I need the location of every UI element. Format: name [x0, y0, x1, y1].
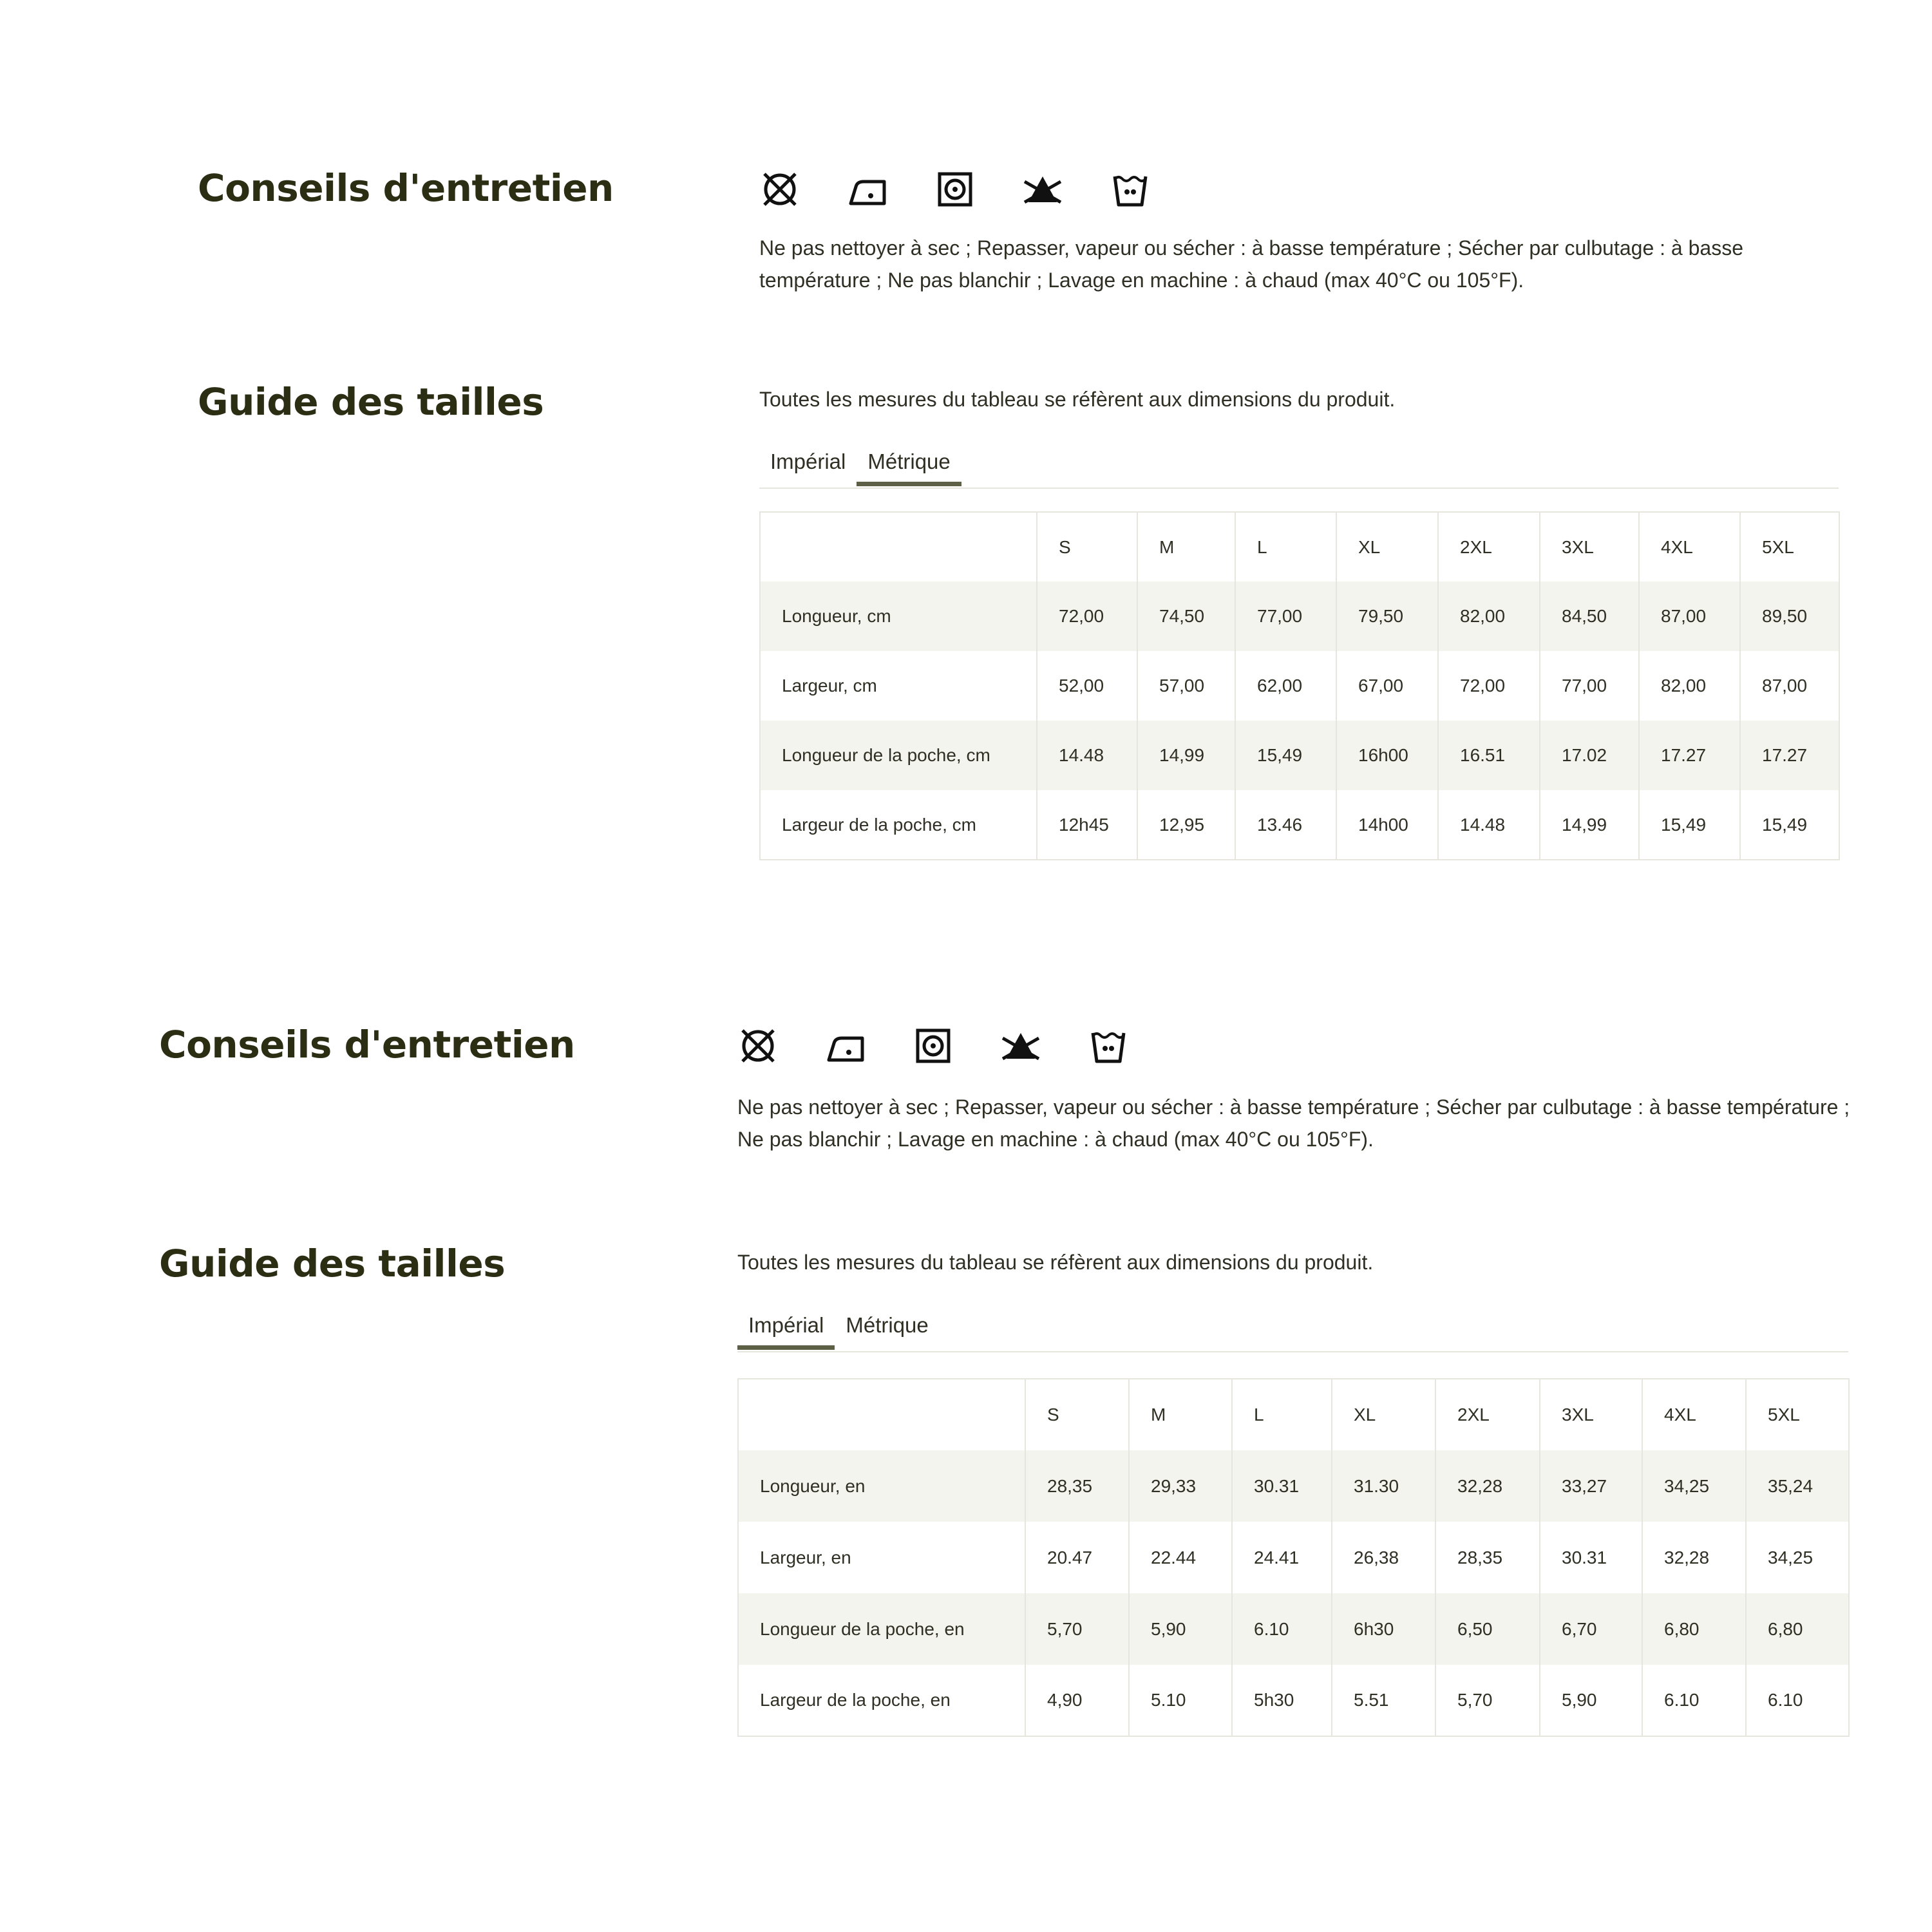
header-cell-m: M [1129, 1379, 1232, 1450]
table-cell: 5.10 [1129, 1665, 1232, 1736]
tumble-dry-low-icon [934, 169, 976, 210]
table-cell: 26,38 [1332, 1522, 1435, 1593]
tab-imperial[interactable]: Impérial [770, 450, 846, 473]
table-cell: 13.46 [1235, 790, 1336, 860]
table-cell: 57,00 [1137, 651, 1235, 721]
table-cell: 87,00 [1740, 651, 1839, 721]
table-cell: 33,27 [1540, 1450, 1642, 1522]
table-row [738, 1665, 1849, 1736]
row-label: Largeur, en [760, 1547, 851, 1567]
header-cell-2xl: 2XL [1435, 1379, 1540, 1450]
table-cell: 12h45 [1037, 790, 1137, 860]
no-dry-clean-icon [737, 1025, 779, 1066]
table-header-row [738, 1379, 1849, 1450]
size-guide-intro: Toutes les mesures du tableau se réfèrent aux dimensions du produit. [759, 388, 1396, 411]
size-guide-intro: Toutes les mesures du tableau se réfèrent aux dimensions du produit. [737, 1251, 1374, 1274]
table-cell: 6,50 [1435, 1593, 1540, 1665]
care-icons [759, 169, 1197, 210]
table-cell: 14h00 [1336, 790, 1438, 860]
table-cell: 28,35 [1435, 1522, 1540, 1593]
row-label: Largeur de la poche, cm [782, 814, 976, 835]
table-cell: 87,00 [1639, 582, 1740, 651]
header-cell-3xl: 3XL [1540, 512, 1639, 582]
tab-imperial[interactable]: Impérial [737, 1310, 835, 1350]
table-cell: 24.41 [1232, 1522, 1332, 1593]
table-cell: 52,00 [1037, 651, 1137, 721]
table-cell: 31.30 [1332, 1450, 1435, 1522]
header-cell-s: S [1037, 512, 1137, 582]
machine-wash-warm-icon [1110, 169, 1151, 210]
table-cell: 6.10 [1232, 1593, 1332, 1665]
table-cell: 30.31 [1540, 1522, 1642, 1593]
header-cell-l: L [1235, 512, 1336, 582]
table-cell: 16.51 [1438, 721, 1540, 790]
table-cell: 14.48 [1438, 790, 1540, 860]
table-cell: 82,00 [1639, 651, 1740, 721]
table-row [760, 790, 1839, 860]
header-cell-4xl: 4XL [1642, 1379, 1746, 1450]
row-label: Largeur de la poche, en [760, 1690, 951, 1710]
table-cell: 72,00 [1438, 651, 1540, 721]
iron-low-icon [847, 169, 888, 210]
table-cell: 5,70 [1025, 1593, 1129, 1665]
table-cell: 6.10 [1746, 1665, 1849, 1736]
care-title: Conseils d'entretien [159, 1023, 575, 1066]
size-guide-title: Guide des tailles [198, 380, 544, 424]
header-cell-2xl: 2XL [1438, 512, 1540, 582]
header-cell-label [738, 1379, 1025, 1450]
table-cell: 5,90 [1129, 1593, 1232, 1665]
table-cell: 67,00 [1336, 651, 1438, 721]
table-cell: 17.27 [1639, 721, 1740, 790]
table-row [738, 1522, 1849, 1593]
header-cell-s: S [1025, 1379, 1129, 1450]
header-cell-l: L [1232, 1379, 1332, 1450]
table-cell: 79,50 [1336, 582, 1438, 651]
table-cell: 74,50 [1137, 582, 1235, 651]
care-title: Conseils d'entretien [198, 166, 614, 210]
size-table [759, 511, 1840, 860]
table-cell: 62,00 [1235, 651, 1336, 721]
header-cell-4xl: 4XL [1639, 512, 1740, 582]
table-cell: 17.27 [1740, 721, 1839, 790]
table-row [760, 651, 1839, 721]
table-row [738, 1593, 1849, 1665]
table-cell: 34,25 [1642, 1450, 1746, 1522]
table-cell: 32,28 [1642, 1522, 1746, 1593]
table-cell: 15,49 [1639, 790, 1740, 860]
table-cell: 6,80 [1642, 1593, 1746, 1665]
table-cell: 89,50 [1740, 582, 1839, 651]
table-cell: 35,24 [1746, 1450, 1849, 1522]
table-cell: 12,95 [1137, 790, 1235, 860]
table-header-row [760, 512, 1839, 582]
header-cell-5xl: 5XL [1740, 512, 1839, 582]
table-cell: 4,90 [1025, 1665, 1129, 1736]
table-cell: 5.51 [1332, 1665, 1435, 1736]
table-cell: 5,90 [1540, 1665, 1642, 1736]
header-cell-xl: XL [1332, 1379, 1435, 1450]
table-cell: 32,28 [1435, 1450, 1540, 1522]
care-icons [737, 1025, 1175, 1066]
table-cell: 30.31 [1232, 1450, 1332, 1522]
machine-wash-warm-icon [1088, 1025, 1129, 1066]
table-cell: 14,99 [1540, 790, 1639, 860]
table-cell: 6.10 [1642, 1665, 1746, 1736]
header-cell-3xl: 3XL [1540, 1379, 1642, 1450]
row-label: Longueur de la poche, en [738, 1593, 1025, 1665]
unit-tabs [759, 446, 1839, 489]
no-bleach-icon [1000, 1025, 1041, 1066]
table-row [738, 1450, 1849, 1522]
table-cell: 6,70 [1540, 1593, 1642, 1665]
header-cell-m: M [1137, 512, 1235, 582]
table-row [760, 582, 1839, 651]
table-cell: 72,00 [1037, 582, 1137, 651]
table-cell: 5h30 [1232, 1665, 1332, 1736]
table-cell: 77,00 [1540, 651, 1639, 721]
table-cell: 29,33 [1129, 1450, 1232, 1522]
table-cell: 20.47 [1025, 1522, 1129, 1593]
table-cell: 6h30 [1332, 1593, 1435, 1665]
table-cell: 5,70 [1435, 1665, 1540, 1736]
no-dry-clean-icon [759, 169, 800, 210]
table-cell: 22.44 [1129, 1522, 1232, 1593]
header-cell-xl: XL [1336, 512, 1438, 582]
table-cell: 14.48 [1037, 721, 1137, 790]
tab-metric[interactable]: Métrique [846, 1313, 929, 1337]
unit-tabs [737, 1310, 1848, 1352]
care-instructions: Ne pas nettoyer à sec ; Repasser, vapeur ou sécher : à basse température ; Sécher par culbutage : à basse température ; Ne pas blanchir ; Lavage en machine : à chaud (max 40°C ou 105°F). [759, 236, 1743, 292]
table-cell: 15,49 [1235, 721, 1336, 790]
header-cell-5xl: 5XL [1746, 1379, 1849, 1450]
table-cell: 28,35 [1025, 1450, 1129, 1522]
table-row [760, 721, 1839, 790]
care-instructions: Ne pas nettoyer à sec ; Repasser, vapeur ou sécher : à basse température ; Sécher par culbutage : à basse température ; Ne pas blanchir ; Lavage en machine : à chaud (max 40°C ou 105°F). [737, 1095, 1850, 1151]
table-cell: 77,00 [1235, 582, 1336, 651]
table-cell: 15,49 [1740, 790, 1839, 860]
table-cell: 14,99 [1137, 721, 1235, 790]
table-cell: 6,80 [1746, 1593, 1849, 1665]
table-cell: 17.02 [1540, 721, 1639, 790]
table-cell: 16h00 [1336, 721, 1438, 790]
table-cell: 84,50 [1540, 582, 1639, 651]
header-cell-label [760, 512, 1037, 582]
tumble-dry-low-icon [913, 1025, 954, 1066]
row-label: Longueur, en [738, 1450, 1025, 1522]
size-table [737, 1378, 1850, 1737]
row-label: Largeur, cm [782, 676, 877, 696]
size-guide-title: Guide des tailles [159, 1242, 506, 1285]
table-cell: 82,00 [1438, 582, 1540, 651]
tab-metric[interactable]: Métrique [857, 446, 961, 486]
table-cell: 34,25 [1746, 1522, 1849, 1593]
iron-low-icon [825, 1025, 866, 1066]
no-bleach-icon [1022, 169, 1063, 210]
row-label: Longueur de la poche, cm [760, 721, 1037, 790]
row-label: Longueur, cm [760, 582, 1037, 651]
